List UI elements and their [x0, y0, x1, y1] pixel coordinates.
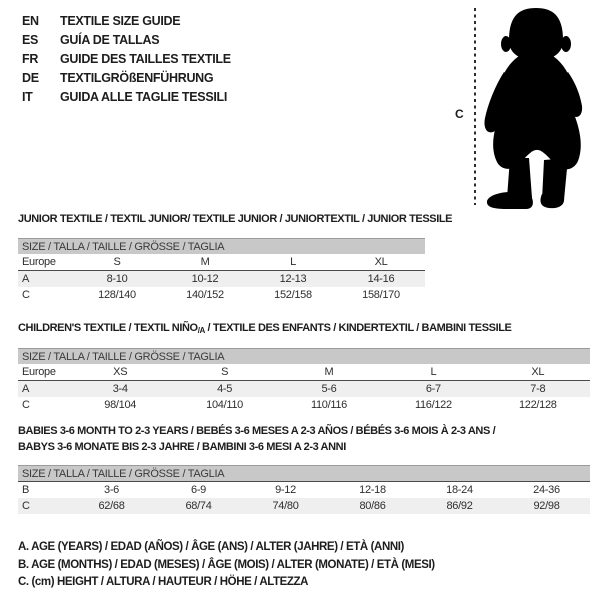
- table-cell: XL: [486, 364, 590, 381]
- row-label: A: [18, 381, 68, 398]
- table-row: [18, 381, 590, 398]
- table-cell: 18-24: [446, 484, 473, 496]
- table-cell: S: [172, 364, 276, 381]
- table-cell: 3-4: [68, 381, 172, 398]
- table-row: [18, 364, 590, 381]
- table-cell: 6-7: [381, 381, 485, 398]
- size-header-label: SIZE / TALLA / TAILLE / GRÖSSE / TAGLIA: [18, 349, 590, 365]
- table-cell: 12-13: [249, 271, 337, 288]
- baby-foot-right: [540, 192, 564, 208]
- table-row: [18, 498, 590, 514]
- table-cell: 7-8: [486, 381, 590, 398]
- junior-size-table: [18, 213, 453, 303]
- table-row: [18, 254, 425, 271]
- row-label: C: [22, 289, 30, 301]
- guide-title-en: TEXTILE SIZE GUIDE: [60, 13, 181, 28]
- table-cell: L: [249, 254, 337, 271]
- language-title-list: [22, 11, 231, 106]
- children-table: [18, 348, 590, 413]
- table-row: [18, 271, 425, 288]
- table-cell: 98/104: [104, 399, 137, 411]
- table-cell: 74/80: [242, 498, 329, 514]
- row-label: Europe: [18, 254, 73, 271]
- language-code: FR: [22, 51, 39, 66]
- junior-table: [18, 238, 425, 303]
- table-cell: 122/128: [518, 399, 557, 411]
- table-cell: 158/170: [362, 289, 400, 301]
- language-code: ES: [22, 32, 39, 47]
- junior-table-title: JUNIOR TEXTILE / TEXTIL JUNIOR/ TEXTILE JUNIOR / JUNIORTEXTIL / JUNIOR TESSILE: [18, 213, 453, 225]
- table-cell: 5-6: [277, 381, 381, 398]
- language-row-de: [22, 68, 231, 87]
- guide-title-es: GUÍA DE TALLAS: [60, 32, 160, 47]
- size-header-label: SIZE / TALLA / TAILLE / GRÖSSE / TAGLIA: [18, 466, 590, 482]
- baby-foot-left: [487, 192, 533, 209]
- table-cell: 86/92: [416, 498, 503, 514]
- language-code: IT: [22, 89, 33, 104]
- babies-table-title: [18, 424, 590, 455]
- table-cell: XS: [68, 364, 172, 381]
- language-row-en: [22, 11, 231, 30]
- table-cell: 104/110: [206, 399, 244, 411]
- table-cell: 92/98: [503, 498, 590, 514]
- legend-line-a: A. AGE (YEARS) / EDAD (AÑOS) / ÂGE (ANS) / ALTER (JAHRE) / ETÀ (ANNI): [18, 541, 404, 553]
- table-row: [18, 287, 425, 303]
- table-cell: 68/74: [155, 498, 242, 514]
- height-measure-label: C: [455, 107, 464, 121]
- table-cell: 10-12: [161, 271, 249, 288]
- table-cell: L: [381, 364, 485, 381]
- table-cell: 80/86: [329, 498, 416, 514]
- size-header-row: [18, 466, 590, 482]
- table-cell: 3-6: [104, 484, 119, 496]
- row-label: A: [18, 271, 73, 288]
- table-cell: 9-12: [275, 484, 296, 496]
- table-cell: M: [277, 364, 381, 381]
- table-cell: 12-18: [359, 484, 386, 496]
- baby-silhouette: [478, 2, 594, 210]
- babies-size-table: [18, 424, 590, 514]
- row-label: C: [22, 399, 30, 411]
- table-cell: 116/122: [414, 399, 452, 411]
- children-title-prefix: CHILDREN'S TEXTILE / TEXTIL NIÑO: [18, 322, 198, 334]
- table-cell: 6-9: [191, 484, 206, 496]
- babies-table: [18, 465, 590, 514]
- language-code: DE: [22, 70, 39, 85]
- table-cell: 24-36: [533, 484, 560, 496]
- children-title-subscript: /A: [197, 326, 205, 335]
- baby-head: [509, 8, 563, 60]
- guide-title-de: TEXTILGRÖßENFÜHRUNG: [60, 70, 214, 85]
- table-cell: 110/116: [310, 399, 347, 411]
- table-cell: 140/152: [186, 289, 224, 301]
- babies-title-line1: BABIES 3-6 MONTH TO 2-3 YEARS / BEBÉS 3-6 MESES A 2-3 AÑOS / BÉBÉS 3-6 MOIS À 2-3 ANS /: [18, 425, 496, 437]
- children-title-suffix: / TEXTILE DES ENFANTS / KINDERTEXTIL / BAMBINI TESSILE: [204, 322, 512, 334]
- table-cell: 4-5: [172, 381, 276, 398]
- table-row: [18, 397, 590, 413]
- language-code: EN: [22, 13, 39, 28]
- legend-line-c: C. (cm) HEIGHT / ALTURA / HAUTEUR / HÖHE / ALTEZZA: [18, 576, 309, 588]
- table-cell: 152/158: [274, 289, 312, 301]
- table-cell: 128/140: [98, 289, 136, 301]
- children-table-title: [18, 322, 590, 335]
- measurement-legend: [18, 539, 435, 592]
- legend-line-b: B. AGE (MONTHS) / EDAD (MESES) / ÂGE (MOIS) / ALTER (MONATE) / ETÀ (MESI): [18, 558, 435, 571]
- table-cell: 14-16: [337, 271, 425, 288]
- table-cell: M: [161, 254, 249, 271]
- language-row-es: [22, 30, 231, 49]
- row-label: B: [22, 484, 30, 496]
- table-row: [18, 482, 590, 499]
- size-header-row: [18, 239, 425, 255]
- table-cell: 62/68: [68, 498, 155, 514]
- row-label: C: [18, 498, 68, 514]
- language-row-it: [22, 87, 231, 106]
- table-cell: S: [73, 254, 161, 271]
- language-row-fr: [22, 49, 231, 68]
- babies-title-line2: BABYS 3-6 MONATE BIS 2-3 JAHRE / BAMBINI 3-6 MESI A 2-3 ANNI: [18, 440, 346, 453]
- size-header-label: SIZE / TALLA / TAILLE / GRÖSSE / TAGLIA: [18, 239, 425, 255]
- table-cell: XL: [337, 254, 425, 271]
- row-label: Europe: [18, 364, 68, 381]
- guide-title-it: GUIDA ALLE TAGLIE TESSILI: [60, 89, 228, 104]
- guide-title-fr: GUIDE DES TAILLES TEXTILE: [60, 51, 231, 66]
- size-header-row: [18, 349, 590, 365]
- table-cell: 8-10: [73, 271, 161, 288]
- height-measure-dashed-line: [474, 8, 476, 205]
- children-size-table: [18, 322, 590, 413]
